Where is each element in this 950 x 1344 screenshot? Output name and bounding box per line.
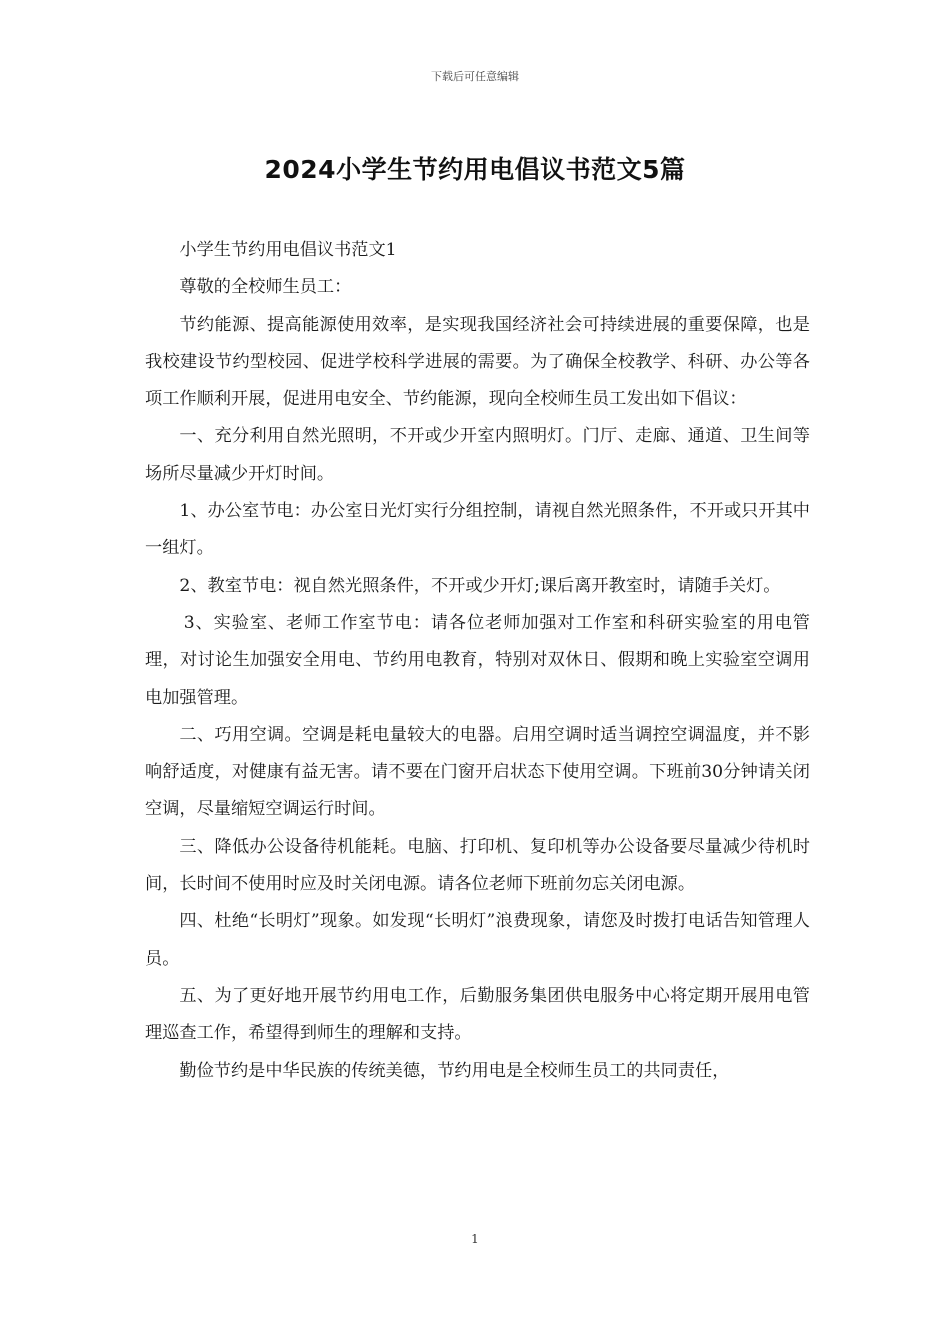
salutation: 尊敬的全校师生员工： [179, 277, 352, 298]
page-number: 1 [471, 1232, 479, 1246]
paragraph-closing: 勤俭节约是中华民族的传统美德，节约用电是全校师生员工的共同责任， [179, 1060, 730, 1081]
section-heading: 小学生节约用电倡议书范文1 [179, 240, 397, 260]
header-note: 下载后可任意编辑 [431, 70, 519, 83]
paragraph-item-2: 二、巧用空调。空调是耗电量较大的电器。启用空调时适当调控空调温度，并不影响舒适度，对健康有益无害。请不要在门窗开启状态下使用空调。下班前30分钟请关闭空调，尽量缩短空调运行时间。 [145, 724, 810, 820]
paragraph-subitem-3: 3、实验室、老师工作室节电：请各位老师加强对工作室和科研实验室的用电管理，对讨论生加强安全用电、节约用电教育，特别对双休日、假期和晚上实验室空调用电加强管理。 [145, 612, 810, 708]
document-title: 2024小学生节约用电倡议书范文5篇 [264, 155, 686, 184]
paragraph-subitem-1: 1、办公室节电：办公室日光灯实行分组控制，请视自然光照条件，不开或只开其中一组灯。 [145, 501, 810, 559]
paragraph-intro: 节约能源、提高能源使用效率，是实现我国经济社会可持续进展的重要保障，也是我校建设节约型校园、促进学校科学进展的需要。为了确保全校教学、科研、办公等各项工作顺利开展，促进用电安全、节约能源，现向全校师生员工发出如下倡议： [145, 314, 810, 410]
document-body [145, 232, 810, 1090]
paragraph-item-1: 一、充分利用自然光照明，不开或少开室内照明灯。门厅、走廊、通道、卫生间等场所尽量减少开灯时间。 [145, 426, 810, 484]
paragraph-subitem-2: 2、教室节电：视自然光照条件，不开或少开灯;课后离开教室时，请随手关灯。 [179, 575, 781, 596]
paragraph-item-5: 五、为了更好地开展节约用电工作，后勤服务集团供电服务中心将定期开展用电管理巡查工作，希望得到师生的理解和支持。 [145, 985, 810, 1044]
paragraph-item-4: 四、杜绝“长明灯”现象。如发现“长明灯”浪费现象，请您及时拨打电话告知管理人员。 [145, 911, 810, 969]
paragraph-item-3: 三、降低办公设备待机能耗。电脑、打印机、复印机等办公设备要尽量减少待机时间，长时间不使用时应及时关闭电源。请各位老师下班前勿忘关闭电源。 [145, 836, 810, 895]
